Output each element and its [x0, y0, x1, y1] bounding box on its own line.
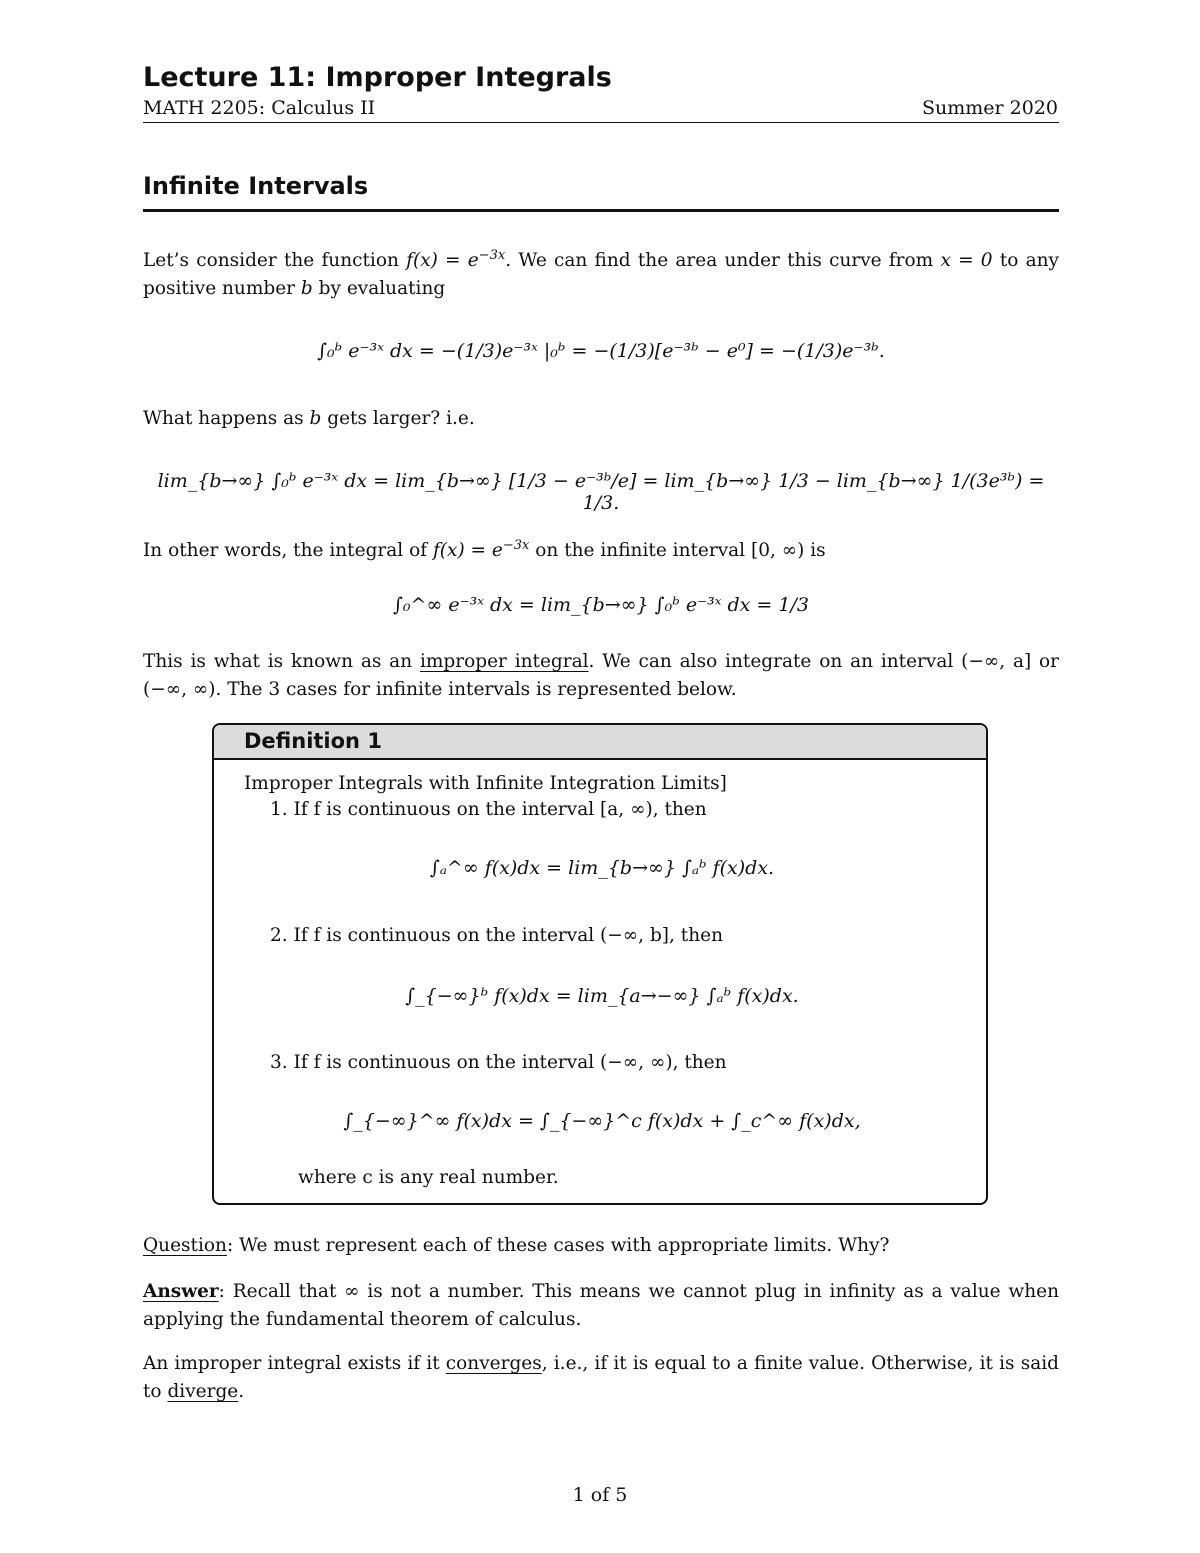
- text-run: What happens as: [143, 408, 310, 429]
- answer-label: Answer: [143, 1281, 219, 1302]
- text-run: to any positive number: [143, 250, 1060, 300]
- convergence-paragraph: [143, 1350, 1059, 1406]
- question-text: : We must represent each of these cases with appropriate limits. Why?: [226, 1235, 890, 1256]
- definition-equation-2: ∫_{−∞}ᵇ f(x)dx = lim_{a→−∞} ∫ₐᵇ f(x)dx.: [405, 985, 799, 1007]
- math-inline: x = 0: [940, 250, 993, 272]
- text-run: . We can find the area under this curve from: [505, 250, 941, 272]
- intro-paragraph: [143, 242, 1059, 303]
- math-inline: b: [309, 408, 322, 429]
- converges-term: converges: [445, 1353, 542, 1374]
- text-run: .: [238, 1381, 245, 1402]
- definition-item-2: 2. If f is continuous on the interval (−∞, b], then: [270, 925, 723, 946]
- equation-improper-integral: ∫₀^∞ e⁻³ˣ dx = lim_{b→∞} ∫₀ᵇ e⁻³ˣ dx = 1/3: [393, 594, 809, 616]
- equation-limit: lim_{b→∞} ∫₀ᵇ e⁻³ˣ dx = lim_{b→∞} [1/3 − e⁻³ᵇ/e] = lim_{b→∞} 1/3 − lim_{b→∞} 1/(3e³ᵇ) = 1/3.: [157, 470, 1045, 514]
- text-run: This is what is known as an: [143, 651, 420, 672]
- course-name: MATH 2205: Calculus II: [143, 97, 376, 119]
- text-run: gets larger? i.e.: [321, 408, 475, 429]
- diverge-term: diverge: [167, 1381, 239, 1402]
- question-line: [143, 1232, 1059, 1260]
- definition-equation-1: ∫ₐ^∞ f(x)dx = lim_{b→∞} ∫ₐᵇ f(x)dx.: [429, 857, 775, 879]
- question-paragraph: [143, 405, 1059, 433]
- text-run: . We can also integrate on an interval (−∞, a] or (−∞, ∞). The 3 cases for infinite intervals is represented below.: [143, 651, 1059, 700]
- text-run: Let’s consider the function: [143, 250, 407, 272]
- lecture-title: Lecture 11: Improper Integrals: [143, 62, 612, 93]
- term-label: Summer 2020: [921, 97, 1058, 119]
- text-run: on the infinite interval [0, ∞) is: [529, 540, 826, 562]
- definition-box: [212, 723, 988, 1205]
- definition-heading: Definition 1: [214, 725, 986, 760]
- text-run: An improper integral exists if it: [143, 1353, 446, 1374]
- text-run: In other words, the integral of: [143, 540, 433, 562]
- function-expression: f(x) = e: [406, 250, 479, 272]
- exponent: −3x: [478, 248, 506, 263]
- question-label: Question: [143, 1235, 227, 1256]
- definition-item-3: 3. If f is continuous on the interval (−∞, ∞), then: [270, 1052, 727, 1073]
- answer-text: : Recall that ∞ is not a number. This means we cannot plug in infinity as a value when applying the fundamental theorem of calculus.: [143, 1281, 1059, 1330]
- infinite-interval-paragraph: [143, 532, 1059, 565]
- section-title: Infinite Intervals: [143, 172, 369, 200]
- definition-item-1: 1. If f is continuous on the interval [a, ∞), then: [270, 799, 707, 820]
- section-rule: [143, 209, 1059, 212]
- math-inline: b: [300, 278, 313, 300]
- function-expression: f(x) = e: [432, 540, 503, 562]
- definition-equation-3: ∫_{−∞}^∞ f(x)dx = ∫_{−∞}^c f(x)dx + ∫_c^∞ f(x)dx,: [343, 1110, 861, 1132]
- answer-paragraph: [143, 1278, 1059, 1334]
- equation-area-integral: ∫₀ᵇ e⁻³ˣ dx = −(1/3)e⁻³ˣ |₀ᵇ = −(1/3)[e⁻³ᵇ − e⁰] = −(1/3)e⁻³ᵇ.: [317, 340, 885, 362]
- text-run: , i.e., if it is equal to a finite value. Otherwise, it is said to: [143, 1353, 1059, 1402]
- improper-integral-paragraph: [143, 648, 1059, 704]
- page-number: 1 of 5: [572, 1484, 628, 1506]
- definition-note: where c is any real number.: [298, 1167, 559, 1188]
- text-run: by evaluating: [312, 278, 446, 300]
- definition-intro: Improper Integrals with Infinite Integration Limits]: [244, 773, 727, 794]
- exponent: −3x: [502, 538, 530, 553]
- header-rule: [143, 122, 1059, 123]
- defined-term: improper integral: [419, 651, 589, 672]
